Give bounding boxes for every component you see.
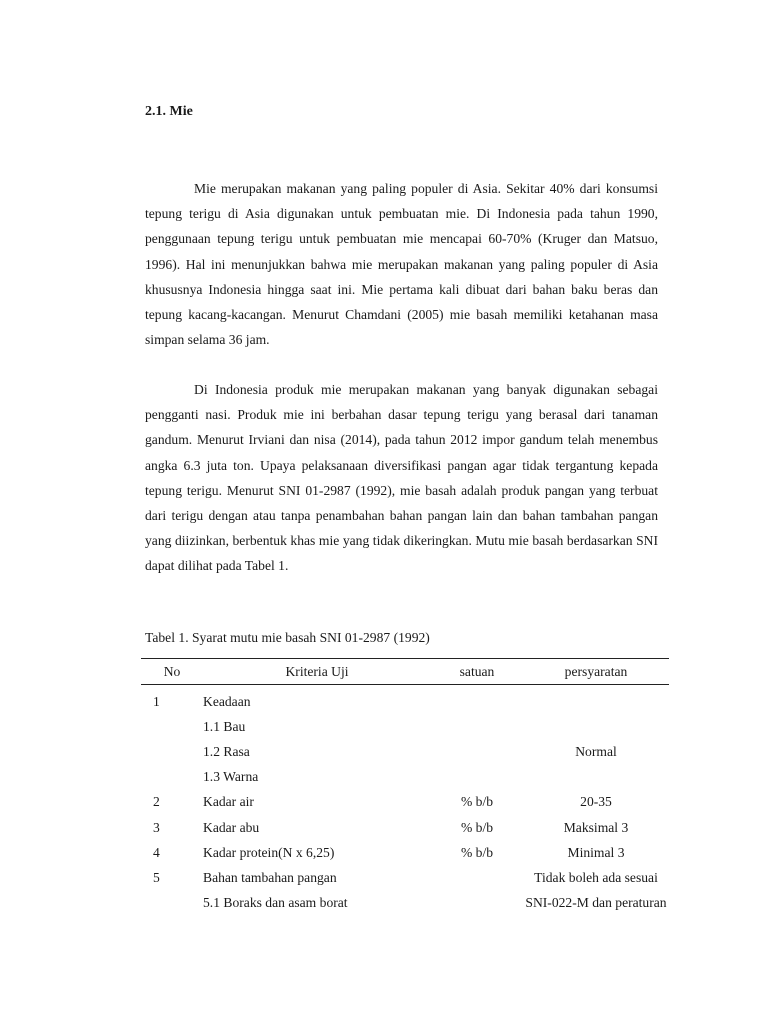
cell-no: 4 — [153, 844, 160, 860]
cell-kriteria: Kadar air — [203, 794, 254, 810]
cell-persyaratan — [523, 685, 669, 715]
table-row — [141, 865, 669, 890]
table-caption: Tabel 1. Syarat mutu mie basah SNI 01-2987 (1992) — [145, 630, 430, 645]
cell-no — [141, 739, 203, 764]
cell-persyaratan: SNI-022-M dan peraturan — [525, 895, 667, 911]
header-persyaratan: persyaratan — [523, 659, 669, 685]
cell-satuan — [431, 714, 523, 739]
table-row — [141, 714, 669, 739]
paragraph-1: Mie merupakan makanan yang paling populer di Asia. Sekitar 40% dari konsumsi tepung terigu di Asia digunakan untuk pembuatan mie. Di Indonesia pada tahun 1990, penggunaan tepung terigu untuk pembuatan mie mencapai 60-70% (Kruger dan Matsuo, 1996). Hal ini menunjukkan bahwa mie merupakan makanan yang paling populer di Asia khususnya Indonesia hingga saat ini. Mie pertama kali dibuat dari bahan baku beras dan tepung kacang-kacangan. Menurut Chamdani (2005) mie basah memiliki ketahanan masa simpan selama 36 jam. — [145, 181, 658, 348]
cell-satuan: % b/b — [460, 794, 494, 810]
cell-satuan — [431, 739, 523, 764]
cell-persyaratan-keadaan: Normal — [575, 743, 617, 759]
cell-no: 2 — [153, 794, 160, 810]
cell-no — [141, 765, 203, 790]
header-satuan: satuan — [431, 659, 523, 685]
paragraph-2: Di Indonesia produk mie merupakan makanan yang banyak digunakan sebagai pengganti nasi. Produk mie ini berbahan dasar tepung terigu yang berasal dari tanaman gandum. Menurut Irviani dan nisa (2014), pada tahun 2012 impor gandum telah menembus angka 6.3 juta ton. Upaya pelaksanaan diversifikasi pangan agar tidak tergantung kepada tepung terigu. Menurut SNI 01-2987 (1992), mie basah adalah produk pangan yang terbuat dari terigu dengan atau tanpa penambahan bahan pangan lain dan bahan tambahan pangan yang diizinkan, berbentuk khas mie yang tidak dikeringkan. Mutu mie basah berdasarkan SNI dapat dilihat pada Tabel 1. — [145, 382, 658, 574]
quality-table — [141, 658, 669, 916]
cell-persyaratan: Tidak boleh ada sesuai — [534, 869, 658, 885]
cell-kriteria: 1.3 Warna — [203, 769, 259, 785]
cell-kriteria: Bahan tambahan pangan — [203, 869, 337, 885]
cell-no — [141, 891, 203, 916]
header-no: No — [141, 659, 203, 685]
cell-satuan: % b/b — [460, 844, 494, 860]
cell-satuan — [431, 765, 523, 790]
header-kriteria: Kriteria Uji — [203, 659, 431, 685]
cell-persyaratan: Maksimal 3 — [563, 819, 629, 835]
cell-kriteria: 1.1 Bau — [203, 718, 246, 734]
cell-persyaratan: 20-35 — [580, 794, 612, 810]
table-row — [141, 685, 669, 715]
cell-satuan — [431, 891, 523, 916]
table-row — [141, 891, 669, 916]
table-header-row — [141, 659, 669, 685]
cell-no: 3 — [153, 819, 160, 835]
cell-satuan — [431, 685, 523, 715]
cell-kriteria: Keadaan — [203, 693, 251, 709]
cell-kriteria: Kadar protein(N x 6,25) — [203, 844, 335, 860]
cell-satuan: % b/b — [460, 819, 494, 835]
table-row — [141, 815, 669, 840]
cell-persyaratan: Minimal 3 — [567, 844, 625, 860]
cell-no — [141, 714, 203, 739]
cell-kriteria: 1.2 Rasa — [203, 743, 250, 759]
cell-no: 5 — [153, 869, 160, 885]
quality-table-grid — [141, 658, 669, 916]
table-row — [141, 840, 669, 865]
cell-no: 1 — [153, 693, 160, 709]
cell-kriteria: 5.1 Boraks dan asam borat — [203, 895, 348, 911]
cell-kriteria: Kadar abu — [203, 819, 260, 835]
section-heading: 2.1. Mie — [145, 104, 193, 119]
table-row — [141, 790, 669, 815]
cell-satuan — [431, 865, 523, 890]
